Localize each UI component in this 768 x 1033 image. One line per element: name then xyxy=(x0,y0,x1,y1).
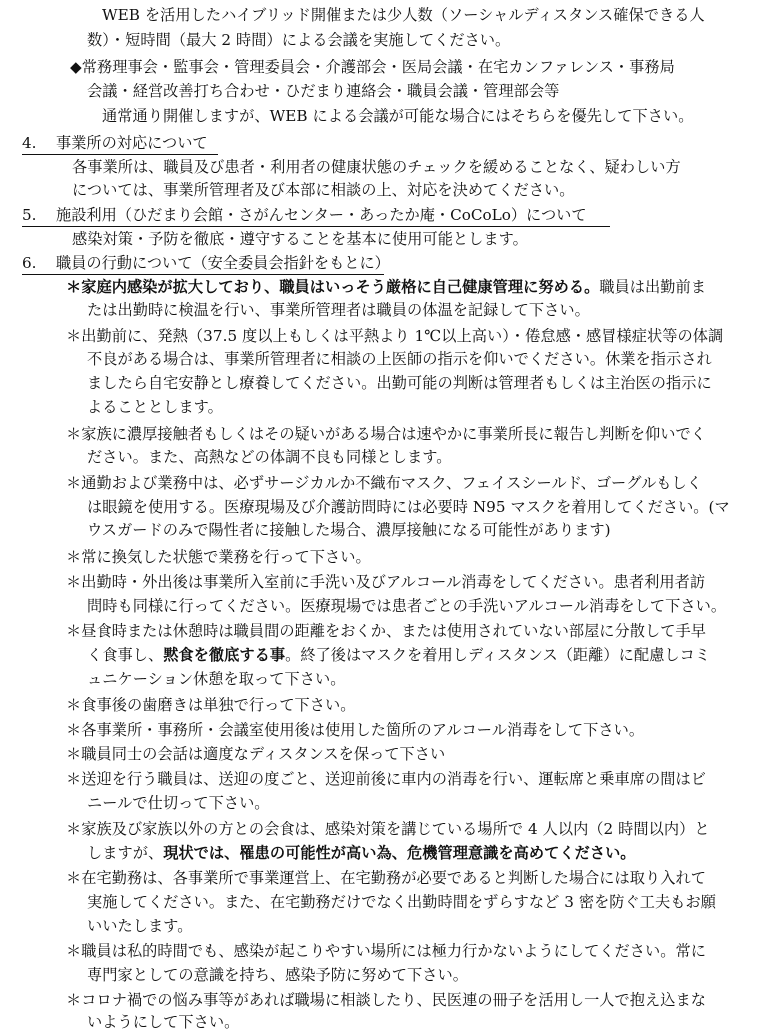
item-13-line-3: いいたします。 xyxy=(87,917,193,935)
item-7-line-2 xyxy=(87,645,710,666)
item-12-line-1: ＊家族及び家族以外の方との会食は、感染対策を講じている場所で 4 人以内（2 時間以内）と xyxy=(66,820,710,838)
item-2-line-2: 不良がある場合は、事業所管理者に相談の上医師の指示を仰いでください。休業を指示され xyxy=(87,350,712,368)
web-meeting-line-1: WEB を活用したハイブリッド開催または少人数（ソーシャルディスタンス確保できる人 xyxy=(102,6,705,24)
section-5-number: 5. xyxy=(22,206,37,224)
regular-meetings-note: 通常通り開催しますが、WEB による会議が可能な場合にはそちらを優先して下さい。 xyxy=(102,107,694,125)
item-15-line-2: いようにして下さい。 xyxy=(87,1013,240,1031)
item-2-line-1: ＊出勤前に、発熱（37.5 度以上もしくは平熱より 1℃以上高い）・倦怠感・感冒様症状等の体調 xyxy=(66,327,724,345)
section-4-number: 4. xyxy=(22,134,37,152)
item-4-line-3: ウスガードのみで陽性者に接触した場合、濃厚接触になる可能性があります) xyxy=(87,521,611,539)
item-11-line-2: ニールで仕切って下さい。 xyxy=(87,794,270,812)
item-2-line-4: よることとします。 xyxy=(87,398,223,416)
section-4-heading xyxy=(22,133,208,154)
item-10-line-1: ＊職員同士の会話は適度なディスタンスを保って下さい xyxy=(66,745,446,763)
item-7-line-3: ュニケーション休憩を取って下さい。 xyxy=(87,670,346,688)
section-6-number: 6. xyxy=(22,254,37,272)
item-7-text-a: く食事し、 xyxy=(87,646,164,664)
item-12-bold-text: 現状では、罹患の可能性が高い為、危機管理意識を高めてください。 xyxy=(163,844,636,862)
section-4-title: 事業所の対応について xyxy=(56,134,208,152)
item-15-line-1: ＊コロナ禍での悩み事等があれば職場に相談したり、民医連の冊子を活用し一人で抱え込まな xyxy=(66,991,706,1009)
item-12-line-2 xyxy=(87,843,636,864)
regular-meetings-title-2: 会議・経営改善打ち合わせ・ひだまり連絡会・職員会議・管理部会等 xyxy=(87,82,560,100)
section-6-title: 職員の行動について（安全委員会指針をもとに） xyxy=(56,254,390,272)
section-5-title: 施設利用（ひだまり会館・さがんセンター・あったか庵・CoCoLo）について xyxy=(56,206,587,224)
section-6-heading xyxy=(22,253,390,274)
item-12-text-a: しますが、 xyxy=(87,844,164,862)
item-11-line-1: ＊送迎を行う職員は、送迎の度ごと、送迎前後に車内の消毒を行い、運転席と乗車席の間はビ xyxy=(66,770,706,788)
item-7-line-1: ＊昼食時または休憩時は職員間の距離をおくか、または使用されていない部屋に分散して手早 xyxy=(66,622,706,640)
section-5-underline xyxy=(22,226,610,227)
item-13-line-2: 実施してください。また、在宅勤務だけでなく出勤時間をずらすなど 3 密を防ぐ工夫もお願 xyxy=(87,893,716,911)
item-14-line-2: 専門家としての意識を持ち、感染予防に努めて下さい。 xyxy=(87,966,468,984)
section-4-body-1: 各事業所は、職員及び患者・利用者の健康状態のチェックを緩めることなく、疑わしい方 xyxy=(72,158,681,176)
item-3-line-1: ＊家族に濃厚接触者もしくはその疑いがある場合は速やかに事業所長に報告し判断を仰いでく xyxy=(66,425,706,443)
item-9-line-1: ＊各事業所・事務所・会議室使用後は使用した箇所のアルコール消毒をして下さい。 xyxy=(66,721,645,739)
item-14-line-1: ＊職員は私的時間でも、感染が起こりやすい場所には極力行かないようにしてください。常に xyxy=(66,942,706,960)
item-1-bold-text: ＊家庭内感染が拡大しており、職員はいっそう厳格に自己健康管理に努める。 xyxy=(66,278,600,296)
web-meeting-line-2: 数）・短時間（最大 2 時間）による会議を実施してください。 xyxy=(87,31,511,49)
item-4-line-2: は眼鏡を使用する。医療現場及び介護訪問時には必要時 N95 マスクを着用してください。(マ xyxy=(87,498,730,516)
section-4-body-2: については、事業所管理者及び本部に相談の上、対応を決めてください。 xyxy=(72,181,575,199)
item-1-line-2: たは出勤時に検温を行い、事業所管理者は職員の体温を記録して下さい。 xyxy=(87,301,590,319)
item-3-line-2: ださい。また、高熱などの体調不良も同様とします。 xyxy=(87,448,452,466)
section-6-underline xyxy=(22,274,384,275)
item-1-line-1 xyxy=(66,277,706,298)
item-5-line-1: ＊常に換気した状態で業務を行って下さい。 xyxy=(66,548,371,566)
item-2-line-3: ましたら自宅安静とし療養してください。出勤可能の判断は管理者もしくは主治医の指示に xyxy=(87,374,712,392)
item-6-line-2: 問時も同様に行ってください。医療現場では患者ごとの手洗いアルコール消毒をして下さい。 xyxy=(87,597,727,615)
item-4-line-1: ＊通勤および業務中は、必ずサージカルか不織布マスク、フェイスシールド、ゴーグルもしく xyxy=(66,474,703,492)
section-4-underline xyxy=(22,154,218,155)
item-7-bold-text: 黙食を徹底する事 xyxy=(163,646,286,664)
section-5-body-1: 感染対策・予防を徹底・遵守することを基本に使用可能とします。 xyxy=(72,230,528,248)
item-1-rest-text: 職員は出勤前ま xyxy=(599,278,706,296)
regular-meetings-title-1: ◆常務理事会・監事会・管理委員会・介護部会・医局会議・在宅カンファレンス・事務局 xyxy=(70,58,675,76)
section-5-heading xyxy=(22,205,587,226)
item-13-line-1: ＊在宅勤務は、各事業所で事業運営上、在宅勤務が必要であると判断した場合には取り入れて xyxy=(66,869,706,887)
item-6-line-1: ＊出勤時・外出後は事業所入室前に手洗い及びアルコール消毒をしてください。患者利用者訪 xyxy=(66,573,706,591)
item-8-line-1: ＊食事後の歯磨きは単独で行って下さい。 xyxy=(66,696,356,714)
item-7-text-c: 。終了後はマスクを着用しディスタンス（距離）に配慮しコミ xyxy=(285,646,711,664)
